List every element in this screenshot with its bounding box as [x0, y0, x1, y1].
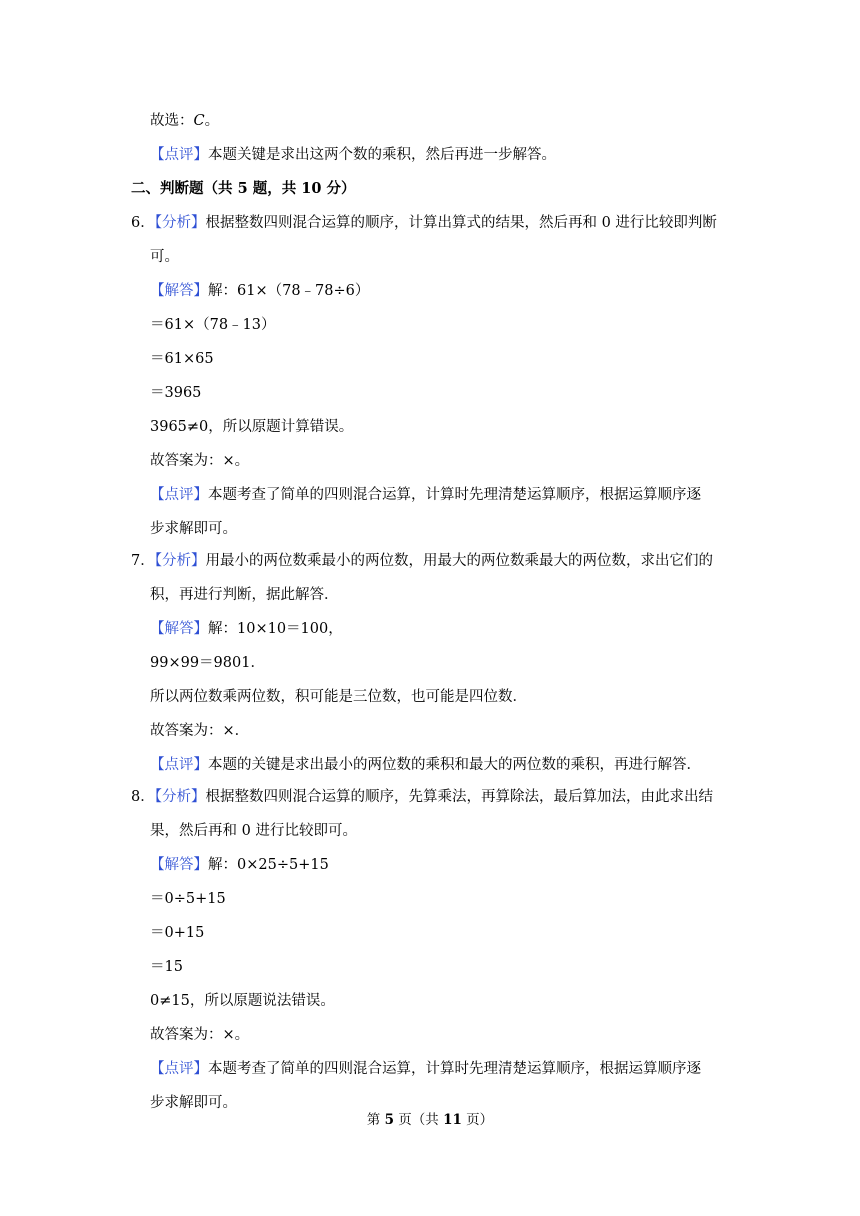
solution-tag: 【解答】 [150, 621, 208, 637]
q6-answer: 故答案为：×。 [150, 453, 250, 469]
q7-answer: 故答案为：×． [150, 723, 250, 739]
q8-answer: 故答案为：×。 [150, 1027, 250, 1043]
page-footer: 第 5 页（共 11 页） [366, 1112, 494, 1128]
q7-step1: 99×99＝9801． [150, 655, 265, 671]
q6-solution: 【解答】解：61×（78﹣78÷6） [150, 283, 370, 299]
comment-tag: 【点评】 [150, 487, 208, 503]
q8-comment: 【点评】本题考查了简单的四则混合运算，计算时先理清楚运算顺序，根据运算顺序逐 [150, 1061, 701, 1077]
q6-step2: ＝61×65 [150, 351, 214, 367]
q5-answer: 故选：C。 [150, 113, 220, 129]
analysis-tag: 【分析】 [154, 789, 206, 805]
comment-tag: 【点评】 [150, 147, 208, 163]
q8-solution: 【解答】解：0×25÷5+15 [150, 857, 329, 873]
q8-analysis: 8．【分析】根据整数四则混合运算的顺序，先算乘法，再算除法，最后算加法，由此求出结 [131, 789, 713, 805]
solution-tag: 【解答】 [150, 857, 208, 873]
q8-step2: ＝0+15 [150, 925, 205, 941]
q8-step1: ＝0÷5+15 [150, 891, 226, 907]
question-number: 6． [131, 215, 155, 231]
q7-solution: 【解答】解：10×10＝100， [150, 621, 343, 637]
section-title: 二、判断题（共 5 题，共 10 分） [131, 180, 356, 197]
q6-comment-cont: 步求解即可。 [150, 521, 237, 537]
q6-comment: 【点评】本题考查了简单的四则混合运算，计算时先理清楚运算顺序，根据运算顺序逐 [150, 487, 701, 503]
q5-comment: 【点评】本题关键是求出这两个数的乘积，然后再进一步解答。 [150, 147, 556, 163]
q7-conclusion: 所以两位数乘两位数，积可能是三位数，也可能是四位数． [150, 689, 527, 705]
q6-step1: ＝61×（78﹣13） [150, 317, 276, 333]
question-number: 8． [131, 789, 155, 805]
q8-comment-cont: 步求解即可。 [150, 1095, 237, 1111]
q7-analysis: 7．【分析】用最小的两位数乘最小的两位数，用最大的两位数乘最大的两位数，求出它们的 [131, 553, 713, 569]
analysis-tag: 【分析】 [154, 553, 206, 569]
page-total: 11 [443, 1112, 462, 1128]
q8-step3: ＝15 [150, 959, 183, 975]
q6-analysis-cont: 可。 [150, 249, 179, 265]
comment-tag: 【点评】 [150, 1061, 208, 1077]
solution-tag: 【解答】 [150, 283, 208, 299]
q6-step3: ＝3965 [150, 385, 202, 401]
q6-conclusion: 3965≠0，所以原题计算错误。 [150, 419, 354, 435]
page-number: 5 [384, 1112, 394, 1128]
q6-analysis: 6．【分析】根据整数四则混合运算的顺序，计算出算式的结果，然后再和 0 进行比较即判断 [131, 215, 717, 231]
q8-analysis-cont: 果，然后再和 0 进行比较即可。 [150, 823, 357, 839]
comment-tag: 【点评】 [150, 757, 208, 773]
q7-analysis-cont: 积，再进行判断，据此解答． [150, 587, 339, 603]
q8-conclusion: 0≠15，所以原题说法错误。 [150, 993, 335, 1009]
question-number: 7． [131, 553, 155, 569]
analysis-tag: 【分析】 [154, 215, 206, 231]
q7-comment: 【点评】本题的关键是求出最小的两位数的乘积和最大的两位数的乘积，再进行解答． [150, 757, 701, 773]
